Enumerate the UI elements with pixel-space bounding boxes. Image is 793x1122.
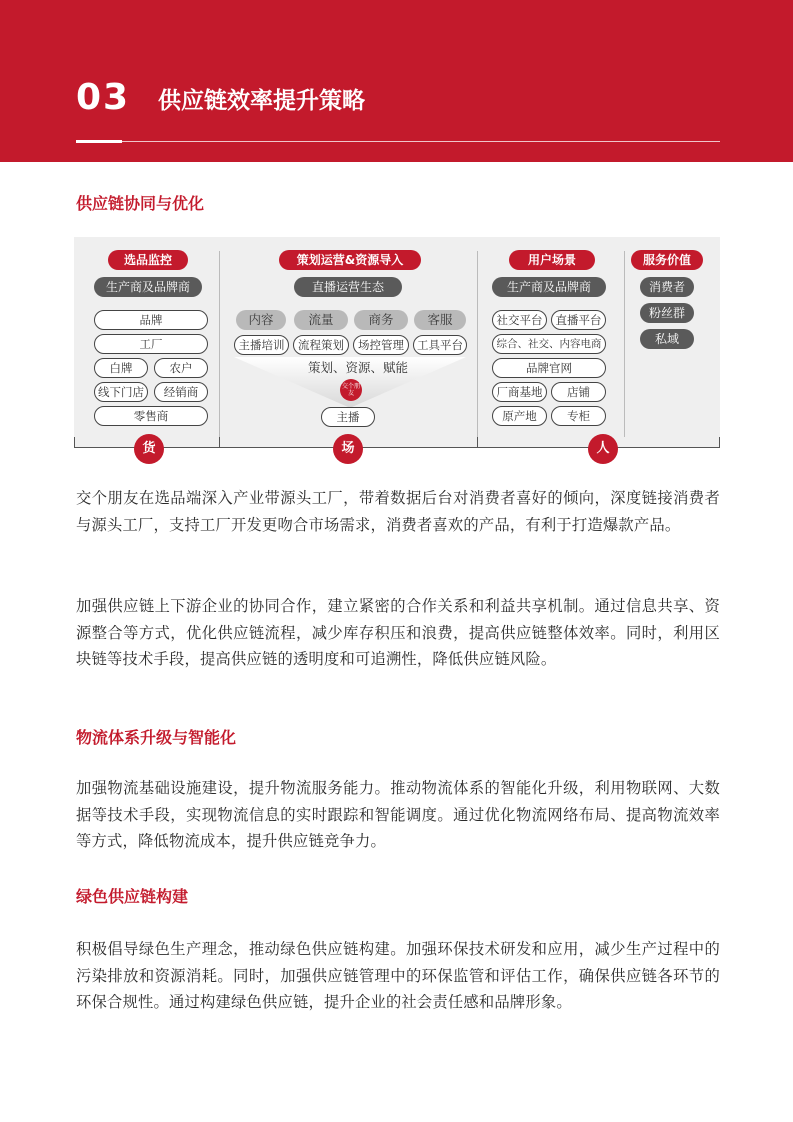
section-title-supply-chain-collaboration: 供应链协同与优化: [76, 194, 205, 213]
value-tag: 消费者: [640, 277, 694, 297]
paragraph: 加强供应链上下游企业的协同合作，建立紧密的合作关系和利益共享机制。通过信息共享、资源整合等方式，优化供应链流程，减少库存积压和浪费，提高供应链整体效率。同时，利用区块链等技术手段，提高供应链的透明度和可追溯性，降低供应链风险。: [76, 597, 720, 668]
baseline-tick: [477, 437, 478, 448]
diagram-tag: 农户: [154, 358, 208, 378]
section-title-green-supply-chain: 绿色供应链构建: [76, 887, 189, 906]
diagram-gray-tag: 商务: [354, 310, 408, 330]
diagram-gray-tag: 客服: [414, 310, 466, 330]
page-header: [0, 0, 793, 162]
brand-stamp: 交个朋友: [340, 379, 362, 401]
diagram-tag: 主播: [321, 407, 375, 427]
diagram-divider: [477, 251, 478, 437]
header-divider: [76, 141, 720, 142]
baseline-tick: [219, 437, 220, 448]
paragraph: 加强物流基础设施建设，提升物流服务能力。推动物流体系的智能化升级，利用物联网、大数据等技术手段，实现物流信息的实时跟踪和智能调度。通过优化物流网络布局、提高物流效率等方式，降低物流成本，提升供应链竞争力。: [76, 779, 720, 850]
col-value-heading: 服务价值: [631, 250, 703, 270]
chapter-title: 供应链效率提升策略: [158, 88, 365, 114]
chapter-number: 03: [76, 77, 131, 118]
funnel-label: 策划、资源、赋能: [307, 360, 408, 375]
diagram-tag: 品牌: [94, 310, 208, 330]
section-title-logistics: 物流体系升级与智能化: [76, 728, 237, 747]
value-tag: 私域: [640, 329, 694, 349]
diagram-divider: [219, 251, 220, 437]
venue-circle: 场: [333, 434, 363, 464]
value-tag: 粉丝群: [640, 303, 694, 323]
diagram-divider: [624, 251, 625, 437]
diagram-tag: 工具平台: [413, 335, 467, 355]
baseline-tick: [74, 437, 75, 448]
supply-chain-diagram: [74, 237, 720, 465]
diagram-tag: 厂商基地: [492, 382, 547, 402]
diagram-tag: 流程策划: [293, 335, 349, 355]
col-venue-heading: 策划运营&资源导入: [279, 250, 421, 270]
diagram-tag: 工厂: [94, 334, 208, 354]
col-goods-heading: 选品监控: [108, 250, 188, 270]
col-venue-subheading: 直播运营生态: [294, 277, 402, 297]
header-divider-accent: [76, 140, 122, 143]
diagram-tag: 店铺: [551, 382, 606, 402]
diagram-tag: 专柜: [551, 406, 606, 426]
diagram-tag: 场控管理: [353, 335, 409, 355]
col-people-subheading: 生产商及品牌商: [492, 277, 606, 297]
col-people-heading: 用户场景: [509, 250, 595, 270]
paragraph: 积极倡导绿色生产理念，推动绿色供应链构建。加强环保技术研发和应用，减少生产过程中的污染排放和资源消耗。同时，加强供应链管理中的环保监管和评估工作，确保供应链各环节的环保合规性。通过构建绿色供应链，提升企业的社会责任感和品牌形象。: [76, 940, 720, 1011]
diagram-tag: 社交平台: [492, 310, 547, 330]
diagram-tag: 线下门店: [94, 382, 148, 402]
people-circle: 人: [588, 434, 618, 464]
paragraph: 交个朋友在选品端深入产业带源头工厂，带着数据后台对消费者喜好的倾向，深度链接消费者与源头工厂，支持工厂开发更吻合市场需求，消费者喜欢的产品，有利于打造爆款产品。: [76, 489, 720, 534]
diagram-tag: 综合、社交、内容电商: [492, 334, 606, 354]
diagram-gray-tag: 内容: [236, 310, 286, 330]
col-goods-subheading: 生产商及品牌商: [94, 277, 202, 297]
goods-circle: 货: [134, 434, 164, 464]
diagram-baseline: [74, 447, 720, 448]
diagram-gray-tag: 流量: [294, 310, 348, 330]
diagram-tag: 主播培训: [234, 335, 289, 355]
baseline-tick: [719, 437, 720, 448]
diagram-tag: 品牌官网: [492, 358, 606, 378]
diagram-tag: 直播平台: [551, 310, 606, 330]
diagram-tag: 白牌: [94, 358, 148, 378]
diagram-tag: 原产地: [492, 406, 547, 426]
diagram-tag: 经销商: [154, 382, 208, 402]
diagram-tag: 零售商: [94, 406, 208, 426]
